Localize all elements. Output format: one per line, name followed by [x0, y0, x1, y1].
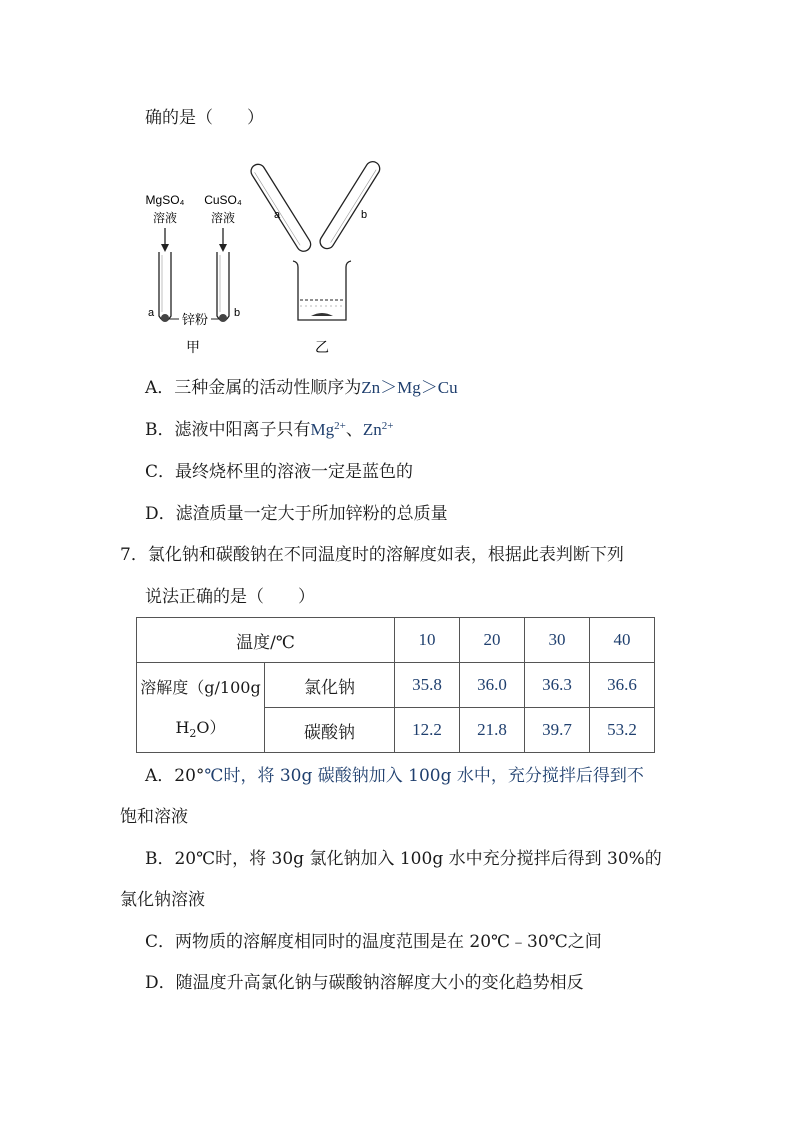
value-cell: 35.8: [395, 663, 460, 708]
zinc-powder-a: [161, 314, 169, 322]
substance-name-cell: 氯化钠: [265, 663, 395, 708]
temp-cell: 30: [525, 618, 590, 663]
q7-stem-line2: 说法正确的是（ ）: [145, 587, 315, 607]
q6-stem-tail: 确的是（ ）: [145, 108, 264, 128]
temp-cell: 40: [590, 618, 655, 663]
figure-jia: [146, 193, 242, 356]
q6-option-c: C．最终烧杯里的溶液一定是蓝色的: [145, 462, 414, 482]
q6-option-b: B．滤液中阳离子只有$Mg^{2+}$、$Zn^{2+}$: [145, 420, 394, 440]
value-cell: 53.2: [590, 708, 655, 753]
caption-jia: 甲: [186, 340, 200, 356]
temp-header-cell: 温度/℃: [137, 618, 395, 663]
value-cell: 36.0: [460, 663, 525, 708]
table-header-row: [137, 618, 655, 663]
yi-tube-b: [317, 159, 382, 251]
table-row-nacl: [137, 663, 655, 708]
temp-cell: 10: [395, 618, 460, 663]
solubility-table: [136, 617, 655, 753]
yi-tube-b-label: b: [361, 209, 368, 221]
jia-reagent-a-formula: MgSO₄: [145, 193, 185, 207]
q7-option-c: C．两物质的溶解度相同时的温度范围是在 20℃﹣30℃之间: [145, 932, 602, 952]
q7-option-a-line2: 饱和溶液: [120, 807, 188, 827]
tube-b-label: b: [234, 307, 241, 319]
value-cell: 36.6: [590, 663, 655, 708]
q7-option-a-line1: A．20°℃时，将 30g 碳酸钠加入 100g 水中，充分搅拌后得到不: [145, 766, 644, 786]
temp-cell: 20: [460, 618, 525, 663]
value-cell: 21.8: [460, 708, 525, 753]
q6-option-a: A．三种金属的活动性顺序为Zn＞Mg＞Cu: [145, 378, 458, 398]
yi-tube-a-label: a: [274, 209, 281, 221]
yi-tube-a: [248, 162, 313, 254]
jia-reagent-b-label: 溶液: [210, 211, 236, 225]
substance-name-cell: 碳酸钠: [265, 708, 395, 753]
solubility-label-cell: 溶解度（g/100g $H_2O$）: [137, 663, 265, 753]
q6-experiment-figure: [135, 140, 395, 360]
zinc-powder-b: [219, 314, 227, 322]
test-tube-b: [217, 252, 229, 321]
value-cell: 12.2: [395, 708, 460, 753]
test-tube-a: [159, 252, 171, 321]
value-cell: 36.3: [525, 663, 590, 708]
arrow-a-head: [161, 244, 169, 252]
jia-reagent-b-formula: CuSO₄: [204, 193, 242, 207]
q7-option-b-line2: 氯化钠溶液: [120, 890, 205, 910]
beaker-residue: [311, 313, 333, 316]
beaker: [293, 261, 351, 320]
caption-yi: 乙: [315, 340, 329, 356]
q7-option-d: D．随温度升高氯化钠与碳酸钠溶解度大小的变化趋势相反: [145, 973, 584, 993]
q7-option-b-line1: B．20℃时，将 30g 氯化钠加入 100g 水中充分搅拌后得到 30%的: [145, 849, 662, 869]
jia-reagent-a-label: 溶液: [152, 211, 178, 225]
zinc-label: 锌粉: [181, 313, 209, 328]
figure-yi: [248, 159, 382, 356]
q6-option-d: D．滤渣质量一定大于所加锌粉的总质量: [145, 504, 448, 524]
q7-stem-line1: 7．氯化钠和碳酸钠在不同温度时的溶解度如表，根据此表判断下列: [120, 545, 624, 565]
value-cell: 39.7: [525, 708, 590, 753]
q6-option-a-formula: Zn＞Mg＞Cu: [361, 378, 458, 397]
tube-a-label: a: [148, 307, 155, 319]
arrow-b-head: [219, 244, 227, 252]
